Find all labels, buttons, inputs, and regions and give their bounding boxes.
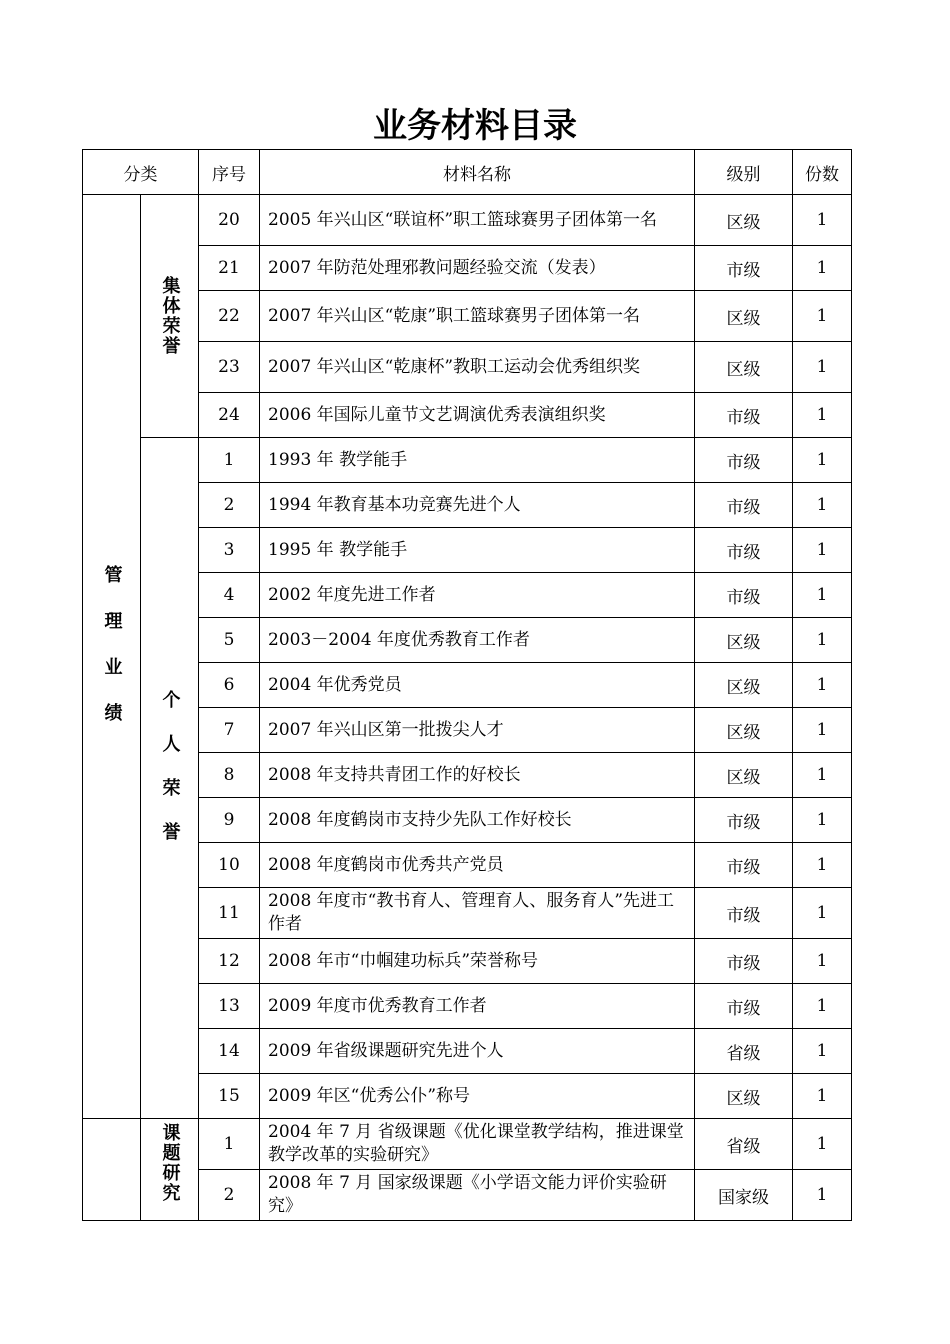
row-level: 区级 [695, 1074, 793, 1119]
row-copies: 1 [793, 195, 852, 246]
row-name: 1993 年 教学能手 [260, 438, 695, 483]
header-index: 序号 [199, 150, 260, 195]
group-personal [141, 438, 199, 1119]
row-index: 1 [199, 1119, 260, 1170]
row-copies: 1 [793, 618, 852, 663]
group-personal-label: 个人荣誉 [159, 690, 181, 866]
table-row [83, 1119, 852, 1170]
row-level: 区级 [695, 663, 793, 708]
table-row [83, 939, 852, 984]
table-row [83, 573, 852, 618]
row-index: 8 [199, 753, 260, 798]
row-index: 20 [199, 195, 260, 246]
document-title: 业务材料目录 [373, 106, 577, 146]
row-name: 2008 年市“巾帼建功标兵”荣誉称号 [260, 939, 695, 984]
row-name: 1994 年教育基本功竞赛先进个人 [260, 483, 695, 528]
table-row [83, 1029, 852, 1074]
table-row [83, 798, 852, 843]
row-index: 5 [199, 618, 260, 663]
table-row [83, 888, 852, 939]
row-copies: 1 [793, 1119, 852, 1170]
row-level: 市级 [695, 483, 793, 528]
row-copies: 1 [793, 438, 852, 483]
row-copies: 1 [793, 1029, 852, 1074]
row-index: 11 [199, 888, 260, 939]
table-row [83, 246, 852, 291]
row-index: 10 [199, 843, 260, 888]
row-copies: 1 [793, 984, 852, 1029]
row-level: 市级 [695, 798, 793, 843]
row-name: 2008 年度鹤岗市优秀共产党员 [260, 843, 695, 888]
row-level: 区级 [695, 291, 793, 342]
table-row [83, 195, 852, 246]
row-level: 区级 [695, 618, 793, 663]
row-index: 13 [199, 984, 260, 1029]
table-row [83, 291, 852, 342]
group-research [141, 1119, 199, 1221]
table-row [83, 753, 852, 798]
group-collective-label: 集体荣誉 [159, 276, 181, 356]
row-copies: 1 [793, 888, 852, 939]
row-level: 市级 [695, 888, 793, 939]
group-collective [141, 195, 199, 438]
table-row [83, 342, 852, 393]
table-row [83, 708, 852, 753]
row-name: 2008 年度鹤岗市支持少先队工作好校长 [260, 798, 695, 843]
row-index: 9 [199, 798, 260, 843]
table-row [83, 618, 852, 663]
row-copies: 1 [793, 663, 852, 708]
table-body [83, 195, 852, 1221]
row-name: 2009 年度市优秀教育工作者 [260, 984, 695, 1029]
group-management [83, 195, 141, 1119]
row-index: 7 [199, 708, 260, 753]
row-name: 2008 年度市“教书育人、管理育人、服务育人”先进工作者 [260, 888, 695, 939]
header-name: 材料名称 [260, 150, 695, 195]
table-row [83, 984, 852, 1029]
header-level: 级别 [695, 150, 793, 195]
row-copies: 1 [793, 843, 852, 888]
header-copies: 份数 [793, 150, 852, 195]
row-level: 市级 [695, 528, 793, 573]
table-row [83, 843, 852, 888]
table-row [83, 483, 852, 528]
row-copies: 1 [793, 483, 852, 528]
row-copies: 1 [793, 753, 852, 798]
row-level: 省级 [695, 1119, 793, 1170]
table-row [83, 438, 852, 483]
row-name: 2007 年兴山区“乾康杯”教职工运动会优秀组织奖 [260, 342, 695, 393]
row-level: 市级 [695, 393, 793, 438]
row-index: 22 [199, 291, 260, 342]
group-blank-cell [83, 1119, 141, 1221]
group-research-label: 课题研究 [159, 1123, 181, 1203]
row-index: 21 [199, 246, 260, 291]
row-index: 15 [199, 1074, 260, 1119]
row-copies: 1 [793, 798, 852, 843]
row-copies: 1 [793, 939, 852, 984]
row-name: 2008 年支持共青团工作的好校长 [260, 753, 695, 798]
row-index: 1 [199, 438, 260, 483]
row-level: 市级 [695, 573, 793, 618]
row-level: 市级 [695, 939, 793, 984]
table-header-row [83, 150, 852, 195]
row-index: 23 [199, 342, 260, 393]
row-index: 4 [199, 573, 260, 618]
row-name: 2009 年省级课题研究先进个人 [260, 1029, 695, 1074]
table-row [83, 393, 852, 438]
group-management-label: 管理业绩 [101, 564, 123, 749]
row-level: 区级 [695, 753, 793, 798]
row-name: 2004 年优秀党员 [260, 663, 695, 708]
row-level: 区级 [695, 195, 793, 246]
row-name: 2007 年兴山区第一批拨尖人才 [260, 708, 695, 753]
row-index: 24 [199, 393, 260, 438]
row-name: 2007 年防范处理邪教问题经验交流（发表） [260, 246, 695, 291]
row-index: 2 [199, 483, 260, 528]
row-copies: 1 [793, 291, 852, 342]
row-level: 区级 [695, 708, 793, 753]
row-index: 3 [199, 528, 260, 573]
materials-table [82, 149, 852, 1221]
row-copies: 1 [793, 1074, 852, 1119]
row-copies: 1 [793, 393, 852, 438]
row-copies: 1 [793, 528, 852, 573]
row-name: 2009 年区“优秀公仆”称号 [260, 1074, 695, 1119]
row-copies: 1 [793, 342, 852, 393]
header-category: 分类 [83, 150, 199, 195]
row-index: 6 [199, 663, 260, 708]
row-level: 市级 [695, 843, 793, 888]
row-level: 省级 [695, 1029, 793, 1074]
row-index: 12 [199, 939, 260, 984]
row-index: 14 [199, 1029, 260, 1074]
row-name: 2006 年国际儿童节文艺调演优秀表演组织奖 [260, 393, 695, 438]
row-copies: 1 [793, 246, 852, 291]
row-name: 2003－2004 年度优秀教育工作者 [260, 618, 695, 663]
row-level: 市级 [695, 438, 793, 483]
row-name: 2005 年兴山区“联谊杯”职工篮球赛男子团体第一名 [260, 195, 695, 246]
table-row [83, 663, 852, 708]
row-copies: 1 [793, 708, 852, 753]
row-copies: 1 [793, 573, 852, 618]
row-copies: 1 [793, 1170, 852, 1221]
row-index: 2 [199, 1170, 260, 1221]
row-name: 2007 年兴山区“乾康”职工篮球赛男子团体第一名 [260, 291, 695, 342]
row-name: 2008 年 7 月 国家级课题《小学语文能力评价实验研究》 [260, 1170, 695, 1221]
table-row [83, 1074, 852, 1119]
row-name: 2002 年度先进工作者 [260, 573, 695, 618]
table-row [83, 1170, 852, 1221]
row-level: 市级 [695, 984, 793, 1029]
row-name: 1995 年 教学能手 [260, 528, 695, 573]
row-name: 2004 年 7 月 省级课题《优化课堂教学结构，推进课堂教学改革的实验研究》 [260, 1119, 695, 1170]
row-level: 市级 [695, 246, 793, 291]
row-level: 区级 [695, 342, 793, 393]
table-row [83, 528, 852, 573]
row-level: 国家级 [695, 1170, 793, 1221]
